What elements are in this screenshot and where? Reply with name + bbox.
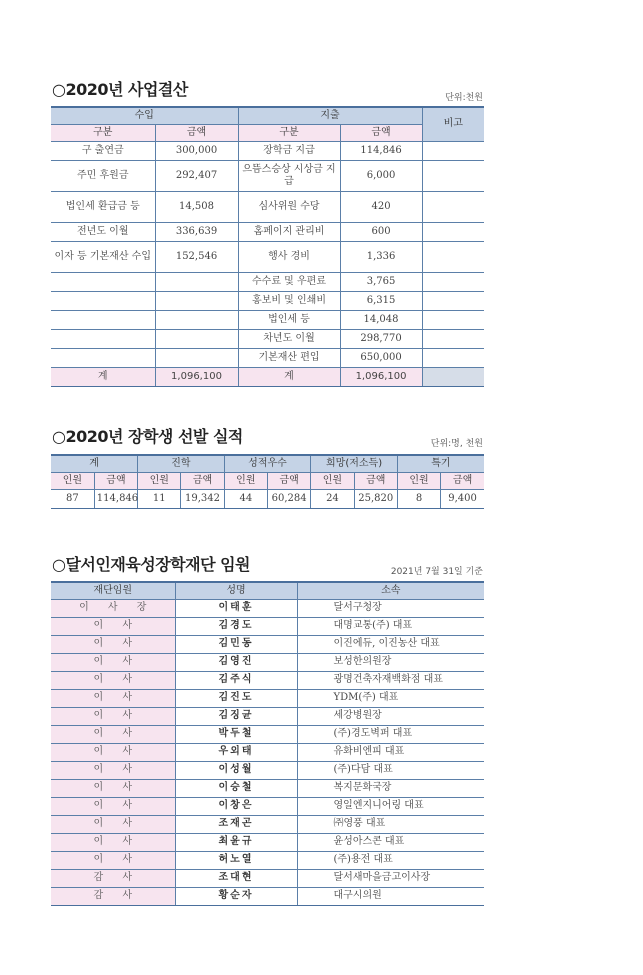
income-item <box>51 348 155 367</box>
officer-name: 최윤규 <box>175 833 297 851</box>
budget-row <box>51 291 484 310</box>
officer-role: 이 사 <box>51 671 175 689</box>
scholarship-people-header: 인원 <box>311 472 354 489</box>
officer-role: 이 사 <box>51 635 175 653</box>
officer-affiliation: 영일엔지니어링 대표 <box>297 797 484 815</box>
note-cell <box>422 222 484 241</box>
officer-name: 박두철 <box>175 725 297 743</box>
officer-role: 감 사 <box>51 887 175 905</box>
budget-row <box>51 329 484 348</box>
officer-affiliation: (주)용전 대표 <box>297 851 484 869</box>
officer-role: 이 사 <box>51 617 175 635</box>
expense-amount-header: 금액 <box>340 124 422 141</box>
officer-name: 김영진 <box>175 653 297 671</box>
officer-role: 이 사 <box>51 815 175 833</box>
officers-table <box>51 581 484 906</box>
budget-row <box>51 141 484 160</box>
scholarship-group-header: 희망(저소득) <box>311 455 398 472</box>
expense-item: 으뜸스승상 시상금 지급 <box>238 160 340 191</box>
officer-row <box>51 743 484 761</box>
scholarship-group-header: 특기 <box>397 455 484 472</box>
officer-affiliation: 윤성아스콘 대표 <box>297 833 484 851</box>
scholarship-value: 9,400 <box>441 489 484 508</box>
scholarship-group-header: 계 <box>51 455 138 472</box>
note-cell <box>422 329 484 348</box>
expense-item: 수수료 및 우편료 <box>238 272 340 291</box>
income-item-header: 구분 <box>51 124 155 141</box>
officer-affiliation: 대구시의원 <box>297 887 484 905</box>
officer-role: 이 사 <box>51 707 175 725</box>
officer-row <box>51 653 484 671</box>
scholarship-amount-header: 금액 <box>267 472 310 489</box>
officer-name: 조대현 <box>175 869 297 887</box>
officer-name: 허노열 <box>175 851 297 869</box>
income-amount: 292,407 <box>155 160 238 191</box>
budget-title: ○2020년 사업결산 <box>52 80 188 99</box>
officer-row <box>51 635 484 653</box>
officer-name: 이태훈 <box>175 599 297 617</box>
expense-item: 장학금 지급 <box>238 141 340 160</box>
scholarship-amount-header: 금액 <box>181 472 224 489</box>
officer-row <box>51 779 484 797</box>
expense-amount: 6,000 <box>340 160 422 191</box>
scholarship-value: 8 <box>397 489 440 508</box>
expense-item: 심사위원 수당 <box>238 191 340 222</box>
budget-expense-header: 지출 <box>238 107 422 124</box>
scholarship-amount-header: 금액 <box>354 472 397 489</box>
income-total-amount: 1,096,100 <box>155 367 238 386</box>
officer-role: 이 사 <box>51 797 175 815</box>
income-amount: 152,546 <box>155 241 238 272</box>
expense-item-header: 구분 <box>238 124 340 141</box>
officer-affiliation: 보성한의원장 <box>297 653 484 671</box>
officer-row <box>51 833 484 851</box>
expense-amount: 420 <box>340 191 422 222</box>
income-amount: 336,639 <box>155 222 238 241</box>
expense-item: 법인세 등 <box>238 310 340 329</box>
budget-note-header: 비고 <box>422 107 484 141</box>
note-cell <box>422 241 484 272</box>
officer-affiliation: 세강병원장 <box>297 707 484 725</box>
income-amount: 14,508 <box>155 191 238 222</box>
officer-affiliation: ㈜영풍 대표 <box>297 815 484 833</box>
expense-amount: 114,846 <box>340 141 422 160</box>
expense-amount: 600 <box>340 222 422 241</box>
officer-role: 이 사 <box>51 833 175 851</box>
officer-affiliation: 이진에듀, 이진농산 대표 <box>297 635 484 653</box>
expense-total-amount: 1,096,100 <box>340 367 422 386</box>
income-item: 구 출연금 <box>51 141 155 160</box>
income-total-label: 계 <box>51 367 155 386</box>
officer-affiliation: 대명교통(주) 대표 <box>297 617 484 635</box>
scholarship-value: 114,846 <box>94 489 137 508</box>
officer-row <box>51 869 484 887</box>
officers-name-header: 성명 <box>175 582 297 599</box>
scholarship-value: 25,820 <box>354 489 397 508</box>
officer-name: 이성월 <box>175 761 297 779</box>
note-cell <box>422 272 484 291</box>
scholarship-people-header: 인원 <box>51 472 94 489</box>
officer-affiliation: 달서새마을금고이사장 <box>297 869 484 887</box>
officer-affiliation: (주)경도벽퍼 대표 <box>297 725 484 743</box>
officer-role: 이 사 <box>51 761 175 779</box>
budget-row <box>51 348 484 367</box>
scholarship-amount-header: 금액 <box>441 472 484 489</box>
officer-row <box>51 707 484 725</box>
income-item <box>51 291 155 310</box>
scholarship-value: 60,284 <box>267 489 310 508</box>
officer-role: 이 사 <box>51 779 175 797</box>
scholarship-value: 44 <box>224 489 267 508</box>
officer-row <box>51 887 484 905</box>
income-item <box>51 310 155 329</box>
officer-name: 우외태 <box>175 743 297 761</box>
income-item <box>51 329 155 348</box>
officer-row <box>51 797 484 815</box>
income-amount: 300,000 <box>155 141 238 160</box>
officer-role: 이 사 <box>51 743 175 761</box>
officer-affiliation: YDM(주) 대표 <box>297 689 484 707</box>
expense-item: 차년도 이월 <box>238 329 340 348</box>
officer-role: 이 사 장 <box>51 599 175 617</box>
officer-name: 김진도 <box>175 689 297 707</box>
scholarship-value: 87 <box>51 489 94 508</box>
expense-amount: 3,765 <box>340 272 422 291</box>
officer-row <box>51 761 484 779</box>
note-cell <box>422 141 484 160</box>
officer-row <box>51 671 484 689</box>
officer-row <box>51 851 484 869</box>
expense-item: 행사 경비 <box>238 241 340 272</box>
officer-role: 이 사 <box>51 689 175 707</box>
officer-role: 이 사 <box>51 725 175 743</box>
income-amount-header: 금액 <box>155 124 238 141</box>
officer-row <box>51 725 484 743</box>
note-cell <box>422 348 484 367</box>
officer-row <box>51 599 484 617</box>
scholarship-people-header: 인원 <box>224 472 267 489</box>
officer-name: 김민동 <box>175 635 297 653</box>
income-amount <box>155 348 238 367</box>
income-amount <box>155 272 238 291</box>
budget-unit: 단위:천원 <box>445 93 483 103</box>
expense-amount: 298,770 <box>340 329 422 348</box>
expense-amount: 6,315 <box>340 291 422 310</box>
officer-name: 이창은 <box>175 797 297 815</box>
budget-row <box>51 272 484 291</box>
expense-item: 홈페이지 관리비 <box>238 222 340 241</box>
note-cell <box>422 191 484 222</box>
budget-row <box>51 222 484 241</box>
officer-name: 이승철 <box>175 779 297 797</box>
scholarship-value: 11 <box>138 489 181 508</box>
scholarship-amount-header: 금액 <box>94 472 137 489</box>
officer-affiliation: 광명건축자재백화점 대표 <box>297 671 484 689</box>
officers-role-header: 재단임원 <box>51 582 175 599</box>
income-item: 법인세 환급금 등 <box>51 191 155 222</box>
income-item: 이자 등 기본재산 수입 <box>51 241 155 272</box>
officer-name: 황순자 <box>175 887 297 905</box>
expense-amount: 1,336 <box>340 241 422 272</box>
note-cell <box>422 310 484 329</box>
expense-item: 기본재산 편입 <box>238 348 340 367</box>
income-amount <box>155 329 238 348</box>
scholarship-people-header: 인원 <box>138 472 181 489</box>
officer-affiliation: 달서구청장 <box>297 599 484 617</box>
note-cell <box>422 160 484 191</box>
note-total-cell <box>422 367 484 386</box>
officer-name: 김주식 <box>175 671 297 689</box>
expense-item: 홍보비 및 인쇄비 <box>238 291 340 310</box>
income-item <box>51 272 155 291</box>
note-cell <box>422 291 484 310</box>
scholarship-table <box>51 454 484 509</box>
scholarship-people-header: 인원 <box>397 472 440 489</box>
income-item: 주민 후원금 <box>51 160 155 191</box>
expense-total-label: 계 <box>238 367 340 386</box>
scholarship-title: ○2020년 장학생 선발 실적 <box>52 427 243 446</box>
budget-row <box>51 241 484 272</box>
income-amount <box>155 291 238 310</box>
officers-aff-header: 소속 <box>297 582 484 599</box>
scholarship-value: 19,342 <box>181 489 224 508</box>
officer-name: 조재곤 <box>175 815 297 833</box>
expense-amount: 650,000 <box>340 348 422 367</box>
scholarship-group-header: 진학 <box>138 455 225 472</box>
budget-row <box>51 191 484 222</box>
officer-role: 감 사 <box>51 869 175 887</box>
officer-name: 김경도 <box>175 617 297 635</box>
officer-row <box>51 815 484 833</box>
officers-title: ○달서인재육성장학재단 임원 <box>52 555 251 574</box>
scholarship-value: 24 <box>311 489 354 508</box>
budget-row <box>51 160 484 191</box>
budget-income-header: 수입 <box>51 107 238 124</box>
officer-row <box>51 617 484 635</box>
officer-name: 김징균 <box>175 707 297 725</box>
officer-row <box>51 689 484 707</box>
expense-amount: 14,048 <box>340 310 422 329</box>
officer-affiliation: 유화비엔피 대표 <box>297 743 484 761</box>
officer-role: 이 사 <box>51 851 175 869</box>
budget-table <box>51 106 484 387</box>
officer-role: 이 사 <box>51 653 175 671</box>
income-item: 전년도 이월 <box>51 222 155 241</box>
scholarship-unit: 단위:명, 천원 <box>430 439 483 449</box>
officer-affiliation: (주)다담 대표 <box>297 761 484 779</box>
budget-row <box>51 310 484 329</box>
scholarship-group-header: 성적우수 <box>224 455 311 472</box>
income-amount <box>155 310 238 329</box>
officer-affiliation: 복지문화국장 <box>297 779 484 797</box>
budget-total-row <box>51 367 484 386</box>
officers-date: 2021년 7월 31일 기준 <box>390 567 483 577</box>
